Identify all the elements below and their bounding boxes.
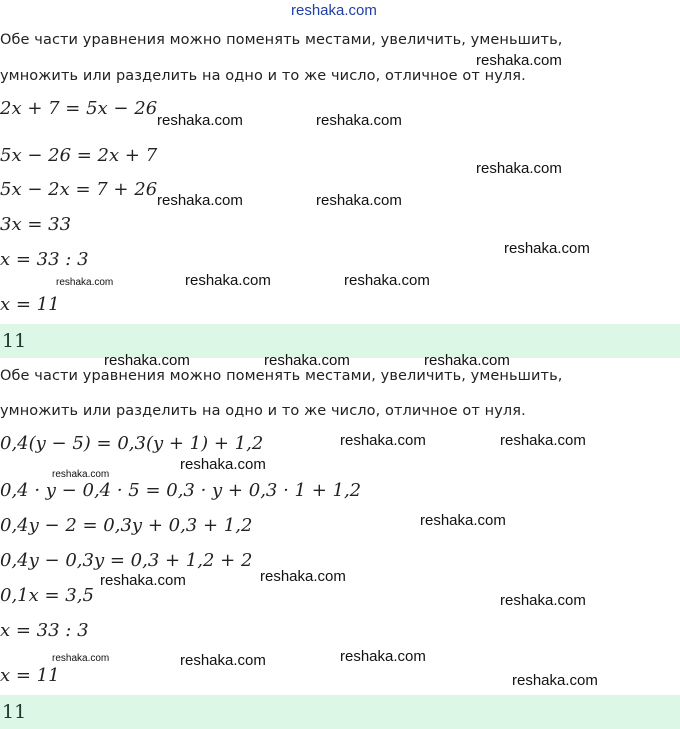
watermark: reshaka.com (52, 469, 110, 480)
task2-step-6: x = 33 : 3 (0, 620, 89, 641)
watermark: reshaka.com (340, 432, 426, 449)
watermark: reshaka.com (185, 272, 271, 289)
task2-step-4: 0,4y − 0,3y = 0,3 + 1,2 + 2 (0, 550, 253, 571)
task1-step-6: x = 11 (0, 294, 60, 315)
task1-step-3: 5x − 2x = 7 + 26 (0, 179, 158, 200)
watermark: reshaka.com (180, 456, 266, 473)
task2-step-3: 0,4y − 2 = 0,3y + 0,3 + 1,2 (0, 515, 253, 536)
task1-step-5: x = 33 : 3 (0, 249, 89, 270)
task2-intro-line2: умножить или разделить на одно и то же число, отличное от нуля. (0, 403, 526, 419)
watermark: reshaka.com (260, 568, 346, 585)
watermark: reshaka.com (104, 352, 190, 369)
task2-step-5: 0,1x = 3,5 (0, 585, 94, 606)
task2-step-2: 0,4 · y − 0,4 · 5 = 0,3 · y + 0,3 · 1 + 1,2 (0, 480, 362, 501)
watermark: reshaka.com (180, 652, 266, 669)
watermark: reshaka.com (157, 112, 243, 129)
task1-step-1: 2x + 7 = 5x − 26 (0, 98, 158, 119)
watermark: reshaka.com (100, 572, 186, 589)
task2-answer-box (0, 695, 680, 729)
watermark: reshaka.com (316, 112, 402, 129)
task1-step-2: 5x − 26 = 2x + 7 (0, 145, 158, 166)
task1-intro-line2: умножить или разделить на одно и то же число, отличное от нуля. (0, 68, 526, 84)
task2-answer: 11 (2, 701, 27, 723)
watermark: reshaka.com (56, 277, 114, 288)
watermark: reshaka.com (500, 432, 586, 449)
watermark: reshaka.com (504, 240, 590, 257)
watermark: reshaka.com (420, 512, 506, 529)
watermark: reshaka.com (316, 192, 402, 209)
watermark: reshaka.com (424, 352, 510, 369)
site-link[interactable]: reshaka.com (291, 2, 377, 19)
watermark: reshaka.com (340, 648, 426, 665)
task2-step-7: x = 11 (0, 665, 60, 686)
task2-step-1: 0,4(y − 5) = 0,3(y + 1) + 1,2 (0, 433, 264, 454)
watermark: reshaka.com (264, 352, 350, 369)
watermark: reshaka.com (476, 52, 562, 69)
task1-step-4: 3x = 33 (0, 214, 72, 235)
task1-answer: 11 (2, 330, 27, 352)
watermark: reshaka.com (52, 653, 110, 664)
watermark: reshaka.com (512, 672, 598, 689)
watermark: reshaka.com (344, 272, 430, 289)
task1-intro-line1: Обе части уравнения можно поменять местами, увеличить, уменьшить, (0, 32, 563, 48)
watermark: reshaka.com (500, 592, 586, 609)
watermark: reshaka.com (157, 192, 243, 209)
watermark: reshaka.com (476, 160, 562, 177)
task2-intro-line1: Обе части уравнения можно поменять местами, увеличить, уменьшить, (0, 368, 563, 384)
